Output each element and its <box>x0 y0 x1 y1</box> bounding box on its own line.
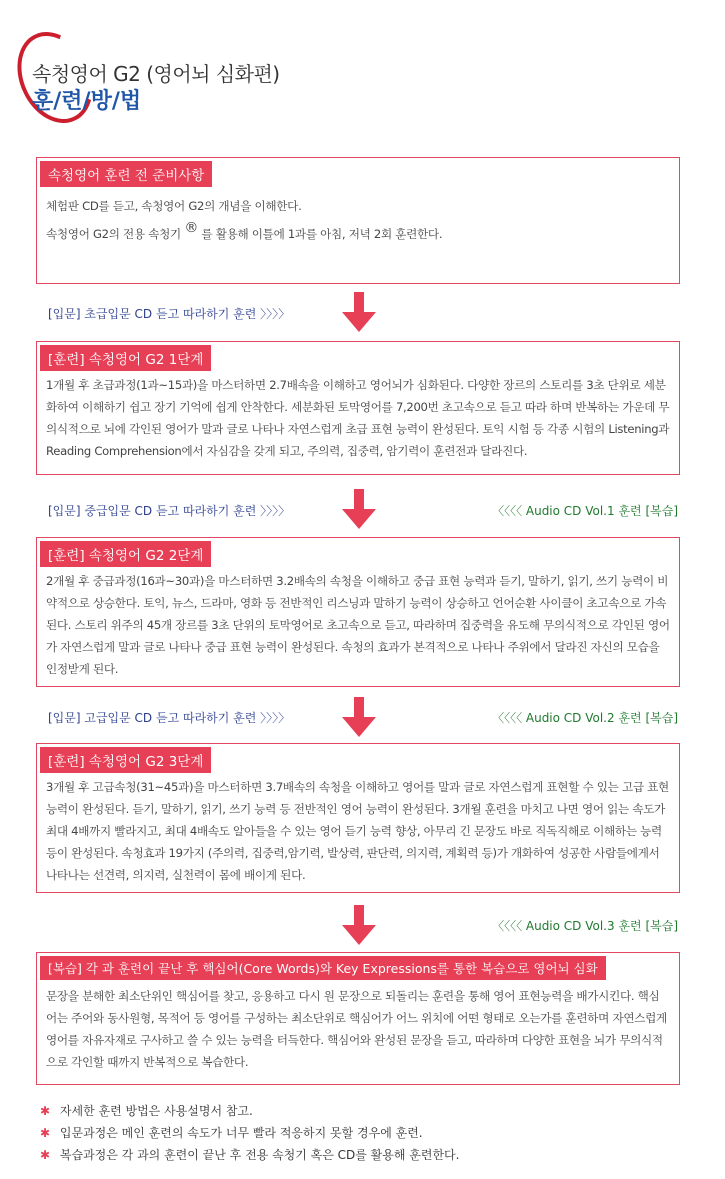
footnote-text: 입문과정은 메인 훈련의 속도가 너무 빨라 적응하지 못할 경우에 훈련. <box>59 1126 423 1140</box>
prep-box <box>36 157 680 284</box>
prep-line-2 <box>46 217 670 245</box>
audio-cd-vol3-link[interactable]: 〈〈〈〈 Audio CD Vol.3 훈련 [복습] <box>492 919 678 933</box>
page-header <box>0 0 725 140</box>
stage-1-text: 1개월 후 초급과정(1과~15과)을 마스터하면 2.7배속을 이해하고 영어뇌가 심화된다. 다양한 장르의 스토리를 3초 단위로 세분화하여 이해하기 쉽고 장기 기억에 쉽게 안착한다. 세분화된 토막영어를 7,200번 초고속으로 듣고 따라 하며 반복하는 가운데 무의식적으로 뇌에 각인된 영어가 말과 글로 나타나 자연스럽게 초급 표현 능력이 완성된다. 토익 시험 등 각종 시험의 Listening과 Reading Comprehension에서 자심감을 갖게 되고, 주의력, 집중력, 암기력이 훈련전과 달라진다. <box>46 378 670 458</box>
down-arrow-icon <box>342 697 376 737</box>
stage-2-text: 2개월 후 중급과정(16과~30과)을 마스터하면 3.2배속의 속청을 이해하고 중급 표현 능력과 듣기, 말하기, 읽기, 쓰기 능력이 비약적으로 상승한다. 토익, 뉴스, 드라마, 영화 등 전반적인 리스닝과 말하기 능력이 상승하고 언어순환 사이클이 초고속으로 가속된다. 스토리 위주의 45개 장르를 3초 단위의 토막영어로 초고속으로 듣고, 따라하며 집중력을 유도해 무의식적으로 각인된 영어가 자연스럽게 말과 글로 나타나 중급 표현 능력이 완성된다. 속청의 효과가 본격적으로 나타나 주위에서 달라진 자신의 모습을 인정받게 된다. <box>46 574 670 676</box>
page-title: 속청영어 G2 (영어뇌 심화편) <box>32 62 280 86</box>
asterisk-icon: ✱ <box>40 1148 51 1162</box>
stage-1-box <box>36 341 680 475</box>
prep-line-1: 체험판 CD를 듣고, 속청영어 G2의 개념을 이해한다. <box>46 199 302 213</box>
prep-line-2-before: 속청영어 G2의 전용 속청기 <box>46 227 181 241</box>
audio-cd-vol1-link[interactable]: 〈〈〈〈 Audio CD Vol.1 훈련 [복습] <box>492 504 678 518</box>
stage-2-label: [훈련] 속청영어 G2 2단계 <box>40 541 211 567</box>
footnote-text: 복습과정은 각 과의 훈련이 끝난 후 전용 속청기 혹은 CD를 활용해 훈련한다. <box>59 1148 460 1162</box>
asterisk-icon: ✱ <box>40 1126 51 1140</box>
audio-cd-vol2-link[interactable]: 〈〈〈〈 Audio CD Vol.2 훈련 [복습] <box>492 711 678 725</box>
prep-body <box>37 187 679 253</box>
down-arrow-icon <box>342 489 376 529</box>
intermediate-intro-link[interactable]: [입문] 중급입문 CD 듣고 따라하기 훈련 〉〉〉〉 <box>48 504 291 518</box>
stage-3-box <box>36 743 680 893</box>
advanced-intro-link[interactable]: [입문] 고급입문 CD 듣고 따라하기 훈련 〉〉〉〉 <box>48 711 291 725</box>
stage-3-label: [훈련] 속청영어 G2 3단계 <box>40 747 211 773</box>
stage-1-label: [훈련] 속청영어 G2 1단계 <box>40 345 211 371</box>
stage-3-text: 3개월 후 고급속청(31~45과)을 마스터하면 3.7배속의 속청을 이해하고 영어를 말과 글로 자연스럽게 표현할 수 있는 고급 표현 능력이 완성된다. 듣기, 말하기, 읽기, 쓰기 능력 등 전반적인 영어 능력이 완성된다. 3개월 훈련을 마치고 나면 영어 읽는 속도가 최대 4배까지 빨라지고, 최대 4배속도 알아들을 수 있는 영어 듣기 능력 향상, 아무리 긴 문장도 바로 직독직해로 이해하는 능력 등이 완성된다. 속청효과 19가지 (주의력, 집중력,암기력, 발상력, 판단력, 의지력, 계획력 등)가 개화하여 성공한 사람들에게서 나타나는 선견력, 의지력, 실천력이 몸에 배이게 된다. <box>46 780 669 882</box>
page-subtitle: 훈/련/방/법 <box>32 89 142 114</box>
stage-2-box <box>36 537 680 687</box>
footnote-item <box>40 1100 459 1122</box>
down-arrow-icon <box>342 905 376 945</box>
footnote-item <box>40 1144 459 1166</box>
review-text: 문장을 분해한 최소단위인 핵심어를 찾고, 응용하고 다시 원 문장으로 되돌리는 훈련을 통해 영어 표현능력을 배가시킨다. 핵심어는 주어와 동사원형, 목적어 등 영어를 구성하는 최소단위로 핵심어가 어느 위치에 어떤 형태로 오는가를 훈련하며 자연스럽게 영어를 자유자재로 구사하고 쓸 수 있는 능력을 터득한다. 핵심어와 완성된 문장을 듣고, 따라하며 다양한 표현을 뇌가 무의식적으로 각인할 때까지 반복적으로 복습한다. <box>46 989 667 1069</box>
footnotes <box>40 1100 459 1166</box>
footnote-text: 자세한 훈련 방법은 사용설명서 참고. <box>59 1104 253 1118</box>
beginner-intro-link[interactable]: [입문] 초급입문 CD 듣고 따라하기 훈련 〉〉〉〉 <box>48 307 291 321</box>
prep-line-2-after: 를 활용해 이틀에 1과를 아침, 저녁 2회 훈련한다. <box>201 227 443 241</box>
down-arrow-icon <box>342 292 376 332</box>
asterisk-icon: ✱ <box>40 1104 51 1118</box>
review-label: [복습] 각 과 훈련이 끝난 후 핵심어(Core Words)와 Key Expressions를 통한 복습으로 영어뇌 심화 <box>40 956 606 980</box>
registered-mark: ® <box>184 220 199 236</box>
prep-label: 속청영어 훈련 전 준비사항 <box>40 161 212 187</box>
review-box <box>36 952 680 1085</box>
footnote-item <box>40 1122 459 1144</box>
